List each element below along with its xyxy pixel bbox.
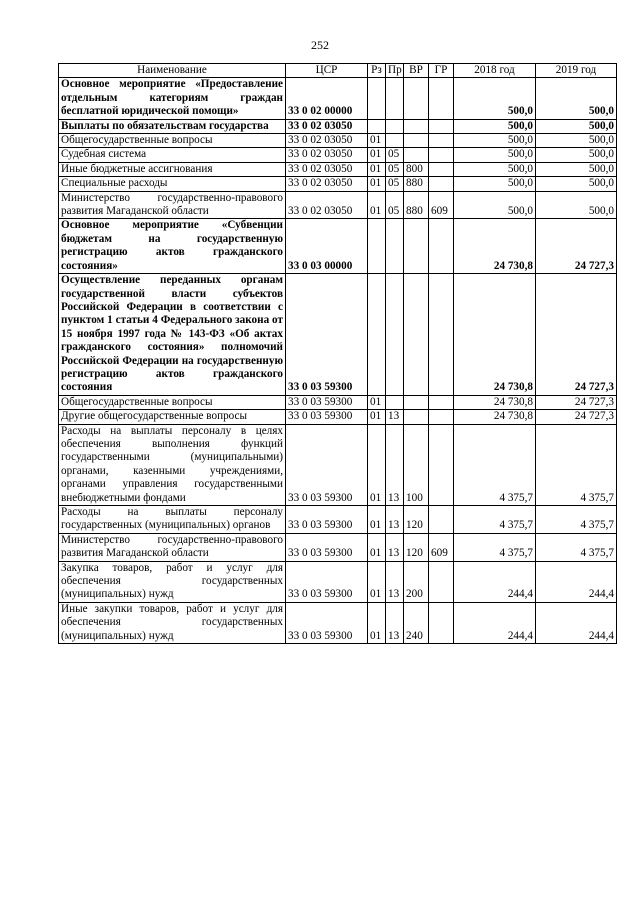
cell-2019: 500,0 xyxy=(536,191,617,219)
cell-csr: 33 0 03 00000 xyxy=(286,219,368,274)
cell-rz: 01 xyxy=(368,561,386,602)
cell-name: Иные бюджетные ассигнования xyxy=(59,162,286,176)
cell-pr: 05 xyxy=(386,162,404,176)
cell-rz: 01 xyxy=(368,148,386,162)
cell-pr xyxy=(386,119,404,133)
table-row xyxy=(59,162,617,176)
budget-table xyxy=(58,63,617,644)
header-csr: ЦСР xyxy=(286,64,368,78)
cell-pr: 05 xyxy=(386,191,404,219)
cell-csr: 33 0 03 59300 xyxy=(286,410,368,424)
table-header-row xyxy=(59,64,617,78)
cell-pr xyxy=(386,78,404,119)
cell-csr: 33 0 03 59300 xyxy=(286,274,368,396)
cell-vr xyxy=(404,395,429,409)
cell-gr xyxy=(429,274,454,396)
cell-gr: 609 xyxy=(429,191,454,219)
cell-2018: 24 730,8 xyxy=(454,219,536,274)
cell-csr: 33 0 03 59300 xyxy=(286,395,368,409)
cell-name: Выплаты по обязательствам государства xyxy=(59,119,286,133)
table-row xyxy=(59,219,617,274)
table-row xyxy=(59,177,617,191)
cell-vr xyxy=(404,274,429,396)
cell-csr: 33 0 02 03050 xyxy=(286,191,368,219)
cell-pr xyxy=(386,219,404,274)
cell-rz: 01 xyxy=(368,602,386,643)
cell-name: Другие общегосударственные вопросы xyxy=(59,410,286,424)
cell-2019: 500,0 xyxy=(536,134,617,148)
cell-rz xyxy=(368,274,386,396)
header-2019: 2019 год xyxy=(536,64,617,78)
cell-csr: 33 0 03 59300 xyxy=(286,424,368,505)
cell-pr: 05 xyxy=(386,177,404,191)
cell-rz xyxy=(368,119,386,133)
table-row xyxy=(59,148,617,162)
cell-pr: 13 xyxy=(386,533,404,561)
page-number: 252 xyxy=(311,38,329,52)
table-row xyxy=(59,424,617,505)
cell-2019: 24 727,3 xyxy=(536,395,617,409)
cell-2018: 500,0 xyxy=(454,162,536,176)
cell-2018: 500,0 xyxy=(454,191,536,219)
cell-2018: 244,4 xyxy=(454,602,536,643)
header-pr: Пр xyxy=(386,64,404,78)
cell-2018: 24 730,8 xyxy=(454,395,536,409)
cell-pr: 13 xyxy=(386,424,404,505)
cell-name: Общегосударственные вопросы xyxy=(59,134,286,148)
table-row xyxy=(59,274,617,396)
cell-2019: 500,0 xyxy=(536,119,617,133)
cell-2019: 4 375,7 xyxy=(536,424,617,505)
cell-2018: 500,0 xyxy=(454,148,536,162)
cell-rz: 01 xyxy=(368,162,386,176)
cell-vr xyxy=(404,148,429,162)
cell-name: Расходы на выплаты персоналу государственных (муниципальных) органов xyxy=(59,506,286,534)
cell-pr: 13 xyxy=(386,602,404,643)
cell-rz: 01 xyxy=(368,395,386,409)
cell-2019: 500,0 xyxy=(536,177,617,191)
cell-gr xyxy=(429,410,454,424)
cell-2018: 4 375,7 xyxy=(454,533,536,561)
table-row xyxy=(59,561,617,602)
cell-vr: 120 xyxy=(404,533,429,561)
cell-pr: 13 xyxy=(386,410,404,424)
cell-gr xyxy=(429,148,454,162)
table-row xyxy=(59,506,617,534)
cell-2018: 4 375,7 xyxy=(454,424,536,505)
cell-name: Осуществление переданных органам государственной власти субъектов Российской Федерации в соответствии с пунктом 1 статьи 4 Федерального закона от 15 ноября 1997 года № 143-ФЗ «Об актах гражданского состояния» полномочий Российской Федерации на государственную регистрацию актов гражданского состояния xyxy=(59,274,286,396)
cell-gr xyxy=(429,424,454,505)
table-body xyxy=(59,78,617,644)
header-2018: 2018 год xyxy=(454,64,536,78)
table-row xyxy=(59,119,617,133)
cell-name: Министерство государственно-правового развития Магаданской области xyxy=(59,191,286,219)
cell-2018: 244,4 xyxy=(454,561,536,602)
cell-pr: 13 xyxy=(386,506,404,534)
cell-2019: 24 727,3 xyxy=(536,274,617,396)
cell-vr: 240 xyxy=(404,602,429,643)
table-row xyxy=(59,78,617,119)
cell-name: Специальные расходы xyxy=(59,177,286,191)
cell-csr: 33 0 02 03050 xyxy=(286,148,368,162)
cell-csr: 33 0 02 03050 xyxy=(286,119,368,133)
cell-vr: 880 xyxy=(404,191,429,219)
cell-vr: 100 xyxy=(404,424,429,505)
cell-2019: 500,0 xyxy=(536,78,617,119)
cell-rz xyxy=(368,78,386,119)
cell-2019: 24 727,3 xyxy=(536,219,617,274)
cell-2019: 244,4 xyxy=(536,602,617,643)
cell-gr xyxy=(429,602,454,643)
cell-name: Общегосударственные вопросы xyxy=(59,395,286,409)
table-row xyxy=(59,134,617,148)
cell-gr xyxy=(429,78,454,119)
cell-gr xyxy=(429,395,454,409)
cell-2018: 24 730,8 xyxy=(454,410,536,424)
cell-gr xyxy=(429,119,454,133)
header-gr: ГР xyxy=(429,64,454,78)
cell-vr xyxy=(404,219,429,274)
cell-rz: 01 xyxy=(368,533,386,561)
cell-gr xyxy=(429,177,454,191)
cell-csr: 33 0 03 59300 xyxy=(286,602,368,643)
cell-csr: 33 0 03 59300 xyxy=(286,506,368,534)
cell-csr: 33 0 02 03050 xyxy=(286,134,368,148)
cell-rz: 01 xyxy=(368,506,386,534)
cell-vr: 880 xyxy=(404,177,429,191)
cell-vr xyxy=(404,119,429,133)
cell-pr: 05 xyxy=(386,148,404,162)
cell-csr: 33 0 02 03050 xyxy=(286,177,368,191)
cell-name: Министерство государственно-правового развития Магаданской области xyxy=(59,533,286,561)
cell-name: Судебная система xyxy=(59,148,286,162)
cell-pr xyxy=(386,134,404,148)
cell-2018: 500,0 xyxy=(454,78,536,119)
header-vr: ВР xyxy=(404,64,429,78)
table-row xyxy=(59,410,617,424)
cell-gr xyxy=(429,561,454,602)
cell-rz: 01 xyxy=(368,410,386,424)
cell-gr xyxy=(429,134,454,148)
cell-rz xyxy=(368,219,386,274)
cell-2018: 500,0 xyxy=(454,177,536,191)
table-row xyxy=(59,602,617,643)
cell-2019: 24 727,3 xyxy=(536,410,617,424)
cell-vr xyxy=(404,78,429,119)
cell-pr: 13 xyxy=(386,561,404,602)
cell-pr xyxy=(386,395,404,409)
table-row xyxy=(59,395,617,409)
cell-gr xyxy=(429,219,454,274)
cell-2019: 244,4 xyxy=(536,561,617,602)
cell-2019: 4 375,7 xyxy=(536,506,617,534)
cell-2019: 4 375,7 xyxy=(536,533,617,561)
cell-vr xyxy=(404,134,429,148)
cell-gr: 609 xyxy=(429,533,454,561)
cell-vr: 800 xyxy=(404,162,429,176)
cell-2018: 4 375,7 xyxy=(454,506,536,534)
table-row xyxy=(59,191,617,219)
cell-2019: 500,0 xyxy=(536,148,617,162)
cell-csr: 33 0 02 00000 xyxy=(286,78,368,119)
cell-name: Основное мероприятие «Предоставление отдельным категориям граждан бесплатной юридической помощи» xyxy=(59,78,286,119)
header-rz: Рз xyxy=(368,64,386,78)
cell-pr xyxy=(386,274,404,396)
cell-2019: 500,0 xyxy=(536,162,617,176)
cell-vr: 120 xyxy=(404,506,429,534)
cell-vr xyxy=(404,410,429,424)
cell-2018: 24 730,8 xyxy=(454,274,536,396)
cell-name: Иные закупки товаров, работ и услуг для обеспечения государственных (муниципальных) нужд xyxy=(59,602,286,643)
cell-vr: 200 xyxy=(404,561,429,602)
cell-rz: 01 xyxy=(368,424,386,505)
cell-2018: 500,0 xyxy=(454,119,536,133)
cell-rz: 01 xyxy=(368,177,386,191)
cell-csr: 33 0 03 59300 xyxy=(286,533,368,561)
cell-gr xyxy=(429,162,454,176)
cell-csr: 33 0 03 59300 xyxy=(286,561,368,602)
table-row xyxy=(59,533,617,561)
cell-csr: 33 0 02 03050 xyxy=(286,162,368,176)
cell-rz: 01 xyxy=(368,191,386,219)
header-name: Наименование xyxy=(59,64,286,78)
cell-name: Расходы на выплаты персоналу в целях обеспечения выполнения функций государственными (муниципальными) органами, казенными учреждениями, органами управления государственными внебюджетными фондами xyxy=(59,424,286,505)
cell-gr xyxy=(429,506,454,534)
cell-rz: 01 xyxy=(368,134,386,148)
cell-2018: 500,0 xyxy=(454,134,536,148)
cell-name: Основное мероприятие «Субвенции бюджетам на государственную регистрацию актов гражданского состояния» xyxy=(59,219,286,274)
cell-name: Закупка товаров, работ и услуг для обеспечения государственных (муниципальных) нужд xyxy=(59,561,286,602)
